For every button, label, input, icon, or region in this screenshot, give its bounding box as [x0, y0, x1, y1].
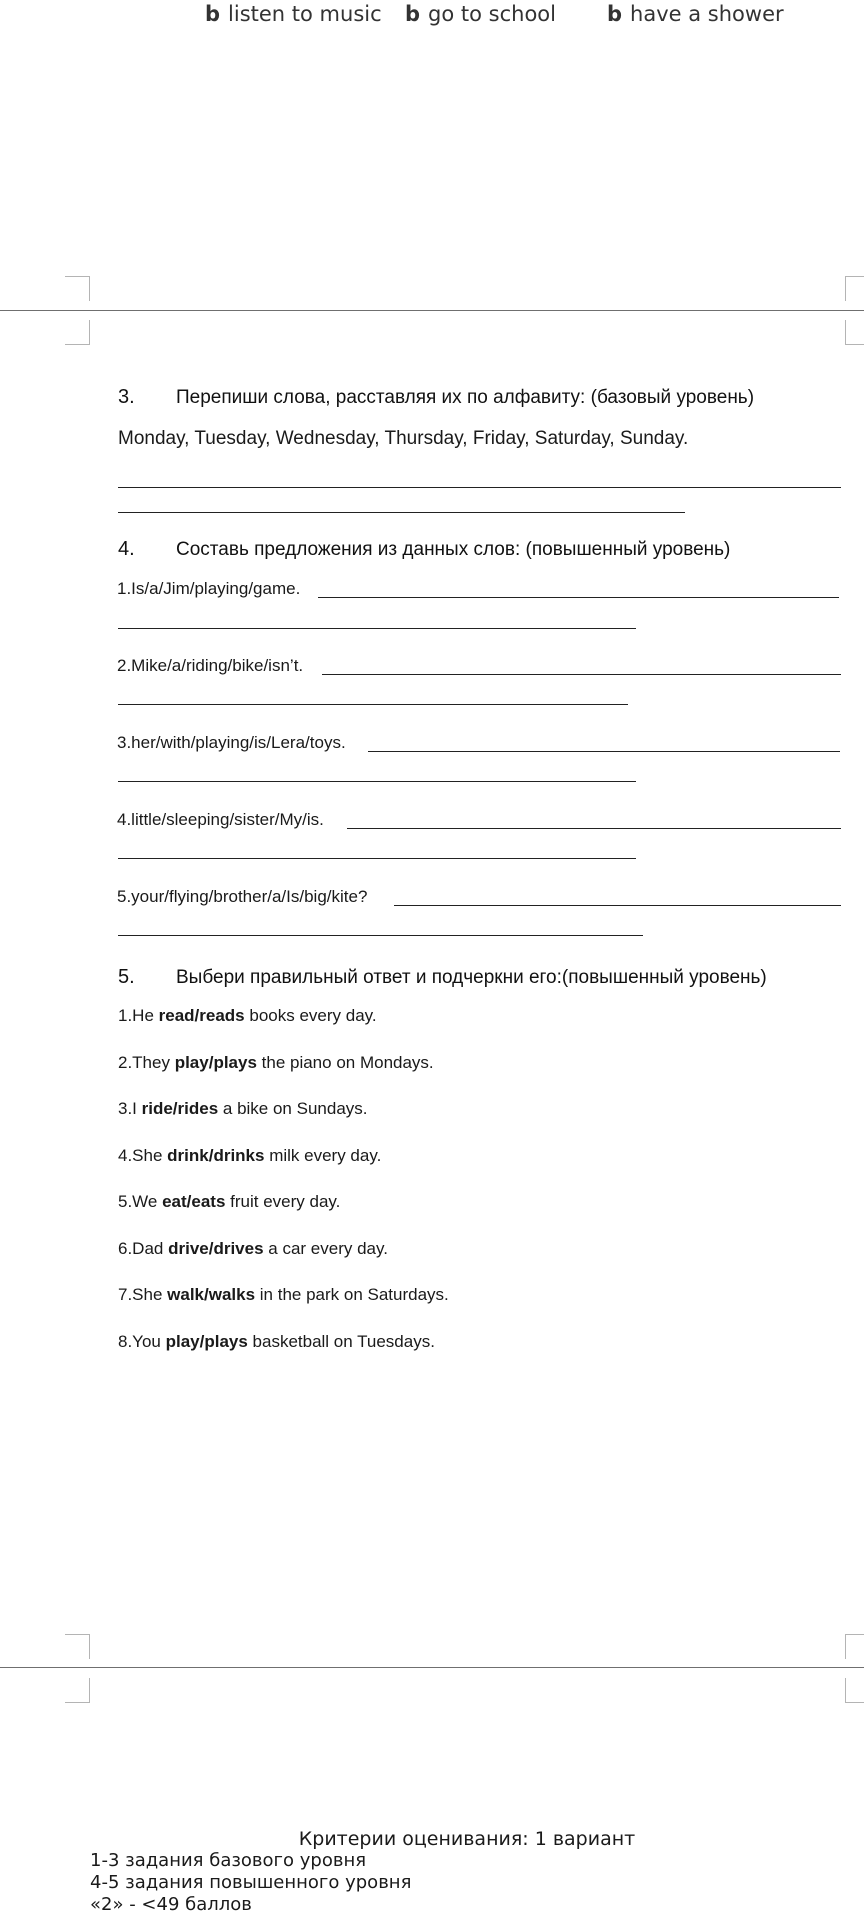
crop-mark: [845, 276, 864, 301]
task5-item-3: [118, 1099, 368, 1119]
answer-line: [118, 781, 636, 782]
answer-line: [368, 751, 840, 752]
item-suffix: books every day.: [244, 1006, 377, 1025]
task4-item-3: 3.her/with/playing/is/Lera/toys.: [117, 733, 346, 752]
item-suffix: a car every day.: [263, 1239, 388, 1258]
item-prefix: 1.He: [118, 1006, 159, 1025]
option-listen-to-music: [205, 2, 382, 26]
task-title: Составь предложения из данных слов: (повышенный уровень): [176, 539, 731, 560]
answer-choice: eat/eats: [162, 1192, 226, 1211]
criteria-title: Критерии оценивания: 1 вариант: [298, 1828, 636, 1850]
task4-item-5: 5.your/flying/brother/a/Is/big/kite?: [117, 887, 368, 906]
option-letter: b: [607, 2, 623, 26]
task5-item-8: [118, 1332, 435, 1352]
item-prefix: 2.They: [118, 1053, 175, 1072]
task5-item-5: [118, 1192, 340, 1212]
answer-choice: play/plays: [165, 1332, 248, 1351]
item-suffix: a bike on Sundays.: [218, 1099, 368, 1118]
crop-mark: [845, 1678, 864, 1703]
crop-mark: [65, 320, 90, 345]
option-letter: b: [405, 2, 421, 26]
option-text: go to school: [428, 2, 556, 26]
answer-choice: read/reads: [158, 1006, 245, 1025]
crop-mark: [845, 1634, 864, 1659]
item-prefix: 8.You: [118, 1332, 166, 1351]
answer-choice: drink/drinks: [167, 1146, 265, 1165]
criteria-line-3: «2» - <49 баллов: [90, 1894, 252, 1915]
answer-line: [394, 905, 841, 906]
option-text: have a shower: [630, 2, 784, 26]
task-number: 5.: [118, 966, 135, 988]
task5-item-6: [118, 1239, 388, 1259]
item-prefix: 4.She: [118, 1146, 168, 1165]
item-suffix: fruit every day.: [225, 1192, 341, 1211]
item-prefix: 3.I: [118, 1099, 142, 1118]
answer-line: [347, 828, 841, 829]
task4-heading: [118, 538, 730, 561]
task3-heading: [118, 386, 754, 409]
task3-words: Monday, Tuesday, Wednesday, Thursday, Friday, Saturday, Sunday.: [118, 428, 689, 449]
task-title: Выбери правильный ответ и подчеркни его:(повышенный уровень): [176, 967, 767, 988]
crop-mark: [65, 1634, 90, 1659]
task4-item-2: 2.Mike/a/riding/bike/isn’t.: [117, 656, 304, 675]
task5-item-1: [118, 1006, 377, 1026]
answer-choice: ride/rides: [141, 1099, 219, 1118]
item-prefix: 6.Dad: [118, 1239, 169, 1258]
item-prefix: 7.She: [118, 1285, 168, 1304]
item-suffix: the piano on Mondays.: [256, 1053, 434, 1072]
option-letter: b: [205, 2, 221, 26]
answer-line: [118, 487, 841, 488]
answer-line: [318, 597, 839, 598]
item-suffix: basketball on Tuesdays.: [247, 1332, 435, 1351]
item-suffix: in the park on Saturdays.: [255, 1285, 449, 1304]
answer-choice: drive/drives: [168, 1239, 264, 1258]
task5-item-2: [118, 1053, 434, 1073]
answer-line: [118, 704, 628, 705]
option-have-a-shower: [607, 2, 784, 26]
item-suffix: milk every day.: [264, 1146, 382, 1165]
task4-item-4: 4.little/sleeping/sister/My/is.: [117, 810, 324, 829]
answer-line: [118, 935, 643, 936]
criteria-line-2: 4-5 задания повышенного уровня: [90, 1872, 412, 1893]
option-go-to-school: [405, 2, 556, 26]
task4-item-1: 1.Is/a/Jim/playing/game.: [117, 579, 301, 598]
answer-line: [118, 858, 636, 859]
crop-mark: [845, 320, 864, 345]
answer-choice: play/plays: [174, 1053, 257, 1072]
task-number: 3.: [118, 386, 135, 408]
item-prefix: 5.We: [118, 1192, 163, 1211]
task5-item-4: [118, 1146, 381, 1166]
task5-heading: [118, 966, 767, 989]
crop-mark: [65, 1678, 90, 1703]
option-text: listen to music: [228, 2, 382, 26]
task-number: 4.: [118, 538, 135, 560]
task5-item-7: [118, 1285, 449, 1305]
page-break-line: [0, 1667, 864, 1668]
answer-choice: walk/walks: [167, 1285, 256, 1304]
crop-mark: [65, 276, 90, 301]
criteria-line-1: 1-3 задания базового уровня: [90, 1850, 367, 1871]
page-break-line: [0, 310, 864, 311]
task-title: Перепиши слова, расставляя их по алфавиту: (базовый уровень): [176, 387, 755, 408]
answer-line: [118, 628, 636, 629]
answer-line: [322, 674, 841, 675]
answer-line: [118, 512, 685, 513]
